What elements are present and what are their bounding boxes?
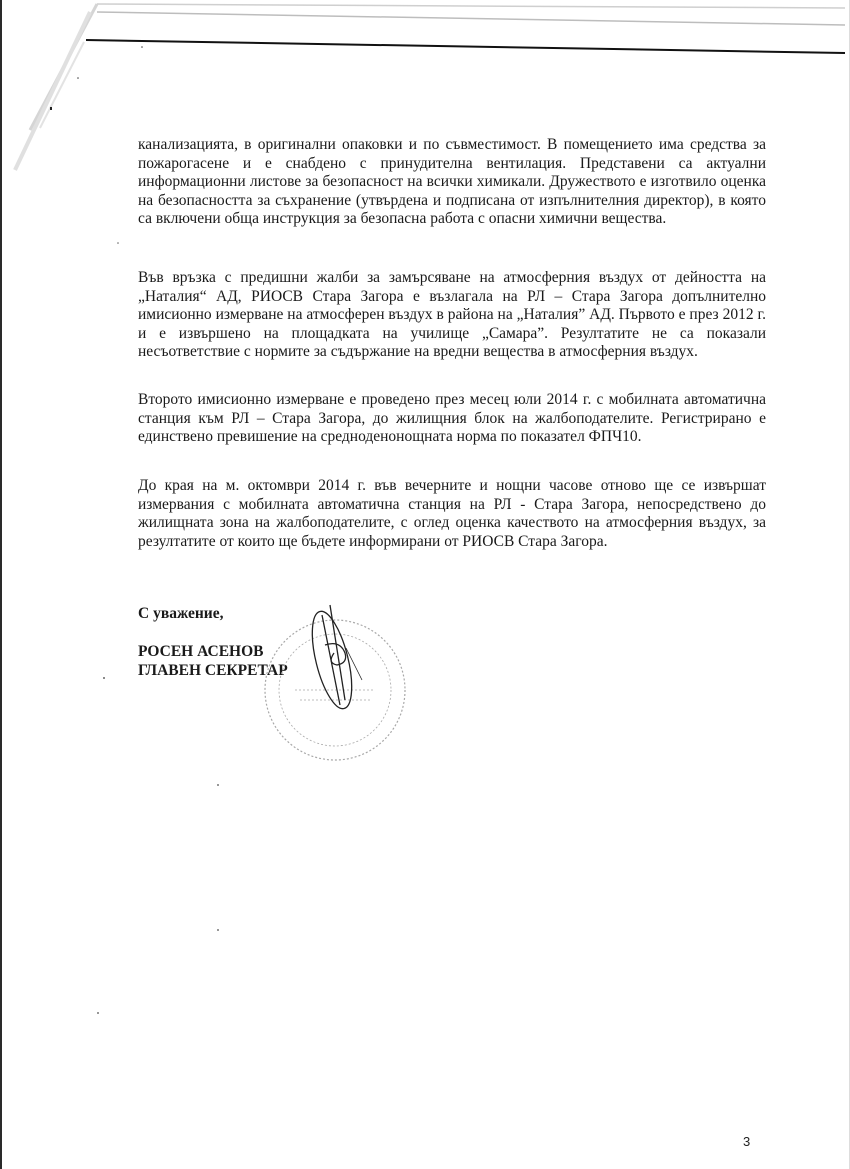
paragraph-text: До края на м. октомври 2014 г. във вечерните и нощни часове отново ще се извършат измервания с мобилната автоматична станция на РЛ - Стара Загора, непосредствено до жилищната зона на жалбоподателите, с оглед оценка качеството на атмосферния въздух, за резултатите от които ще бъдете информирани от РИОСВ Стара Загора.: [138, 477, 766, 550]
paragraph-previous-complaints: [138, 269, 766, 362]
paragraph-text: Второто имисионно измерване е проведено през месец юли 2014 г. с мобилната автоматична станция към РЛ – Стара Загора, до жилищния блок на жалбоподателите. Регистрирано е единствено превишение на средноденонощната норма по показател ФПЧ10.: [138, 391, 766, 446]
handwritten-signature-icon: [304, 605, 362, 712]
closing-salutation: С уважение,: [138, 605, 224, 622]
signer-name: РОСЕН АСЕНОВ: [138, 643, 264, 660]
page-number: 3: [743, 1134, 751, 1149]
official-seal-with-signature: [250, 590, 420, 790]
signer-title: ГЛАВЕН СЕКРЕТАР: [138, 662, 288, 679]
paragraph-upcoming-measurements: [138, 477, 766, 551]
paragraph-chemicals-storage: [138, 136, 766, 229]
scan-edge-left: [0, 0, 2, 1169]
paragraph-text: канализацията, в оригинални опаковки и по съвместимост. В помещението има средства за пожарогасене и е снабдено с принудителна вентилация. Представени са актуални информационни листове за безопасност на всички химикали. Дружеството е изготвило оценка на безопасността за съхранение (утвърдена и подписана от изпълнителния директор), в която са включени обща инструкция за безопасна работа с опасни химични вещества.: [138, 136, 766, 228]
paragraph-text: Във връзка с предишни жалби за замърсяване на атмосферния въздух от дейността на „Наталия“ АД, РИОСВ Стара Загора е възлагала на РЛ – Стара Загора допълнително имисионно измерване на атмосферен въздух в района на „Наталия” АД. Първото е през 2012 г. и е извършено на площадката на училище „Самара”. Резултатите не са показали несъответствие с нормите за съдържание на вредни вещества в атмосферния въздух.: [138, 269, 766, 361]
paragraph-second-measurement: [138, 391, 766, 447]
seal-stamp-icon: [265, 620, 405, 760]
